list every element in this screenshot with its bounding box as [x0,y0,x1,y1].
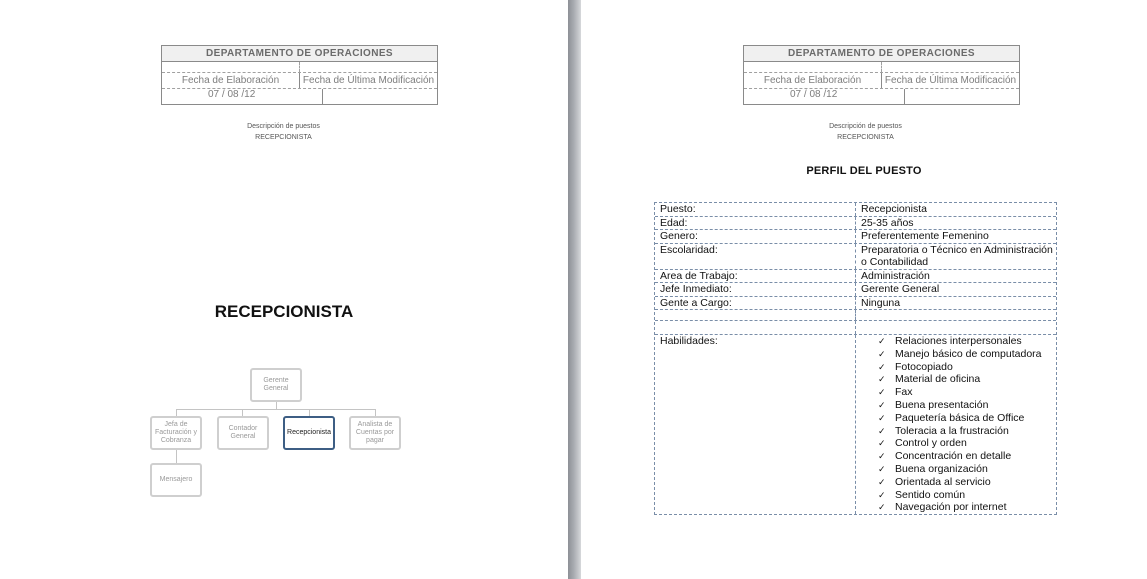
profile-title: PERFIL DEL PUESTO [806,165,922,177]
header-label-row [162,73,437,89]
header-value-row [162,89,437,104]
checkmark-icon: ✓ [878,489,886,500]
org-node-child: Contador General [217,416,269,450]
skill-item [878,425,1056,438]
skill-item [878,489,1056,502]
page-title: RECEPCIONISTA [214,302,354,321]
document-page-left [0,0,568,579]
checkmark-icon: ✓ [878,463,886,474]
row-label: Edad: [655,217,856,230]
header-table [743,45,1020,105]
table-row [655,297,1056,311]
skill-text: Paquetería básica de Office [895,411,1025,424]
table-row [655,203,1056,217]
table-row [655,283,1056,297]
skills-cell [856,335,1056,514]
profile-table [654,202,1057,515]
skill-text: Buena presentación [895,398,989,411]
subheader-line2: RECEPCIONISTA [837,134,894,141]
row-value: Preferentemente Femenino [861,230,989,242]
modified-date-label: Fecha de Última Modificación [299,73,437,88]
table-row-empty [655,321,1056,335]
header-label-row [744,73,1019,89]
org-node-child: Analista de Cuentas por pagar [349,416,401,450]
row-label-blank [655,321,856,334]
row-value: Ninguna [861,296,901,309]
table-row [655,270,1056,284]
skills-list [856,335,1056,514]
checkmark-icon: ✓ [878,348,886,359]
skill-item [878,361,1056,374]
row-value: 25-35 años [861,216,914,229]
skill-text: Navegación por internet [895,501,1007,514]
skill-text: Fotocopiado [895,360,953,373]
skill-text: Toleracia a la frustración [895,424,1009,437]
org-node-selected: Recepcionista [283,416,335,450]
department-title: DEPARTAMENTO DE OPERACIONES [744,46,1019,62]
table-row [655,244,1056,270]
skill-text: Buena organización [895,462,988,475]
created-date-label: Fecha de Elaboración [181,75,280,86]
checkmark-icon: ✓ [878,399,886,410]
skill-text: Concentración en detalle [895,450,1012,463]
org-connector [176,409,376,410]
skill-item [878,373,1056,386]
org-node-grandchild: Mensajero [150,463,202,497]
checkmark-icon: ✓ [878,438,886,449]
skill-item [878,463,1056,476]
checkmark-icon: ✓ [878,374,886,385]
row-value: Administración [861,269,930,282]
row-value: Preparatoria o Técnico en Administración o Contabilidad [861,243,1053,268]
subheader [727,121,1004,143]
row-label: Jefe Inmediato: [655,283,856,296]
skill-text: Sentido común [895,488,966,501]
modified-date-value [904,89,1019,104]
row-label: Puesto: [655,203,856,216]
checkmark-icon: ✓ [878,361,886,372]
skill-item [878,476,1056,489]
skill-item [878,335,1056,348]
skill-item [878,501,1056,514]
subheader-line2: RECEPCIONISTA [255,134,312,141]
skill-text: Relaciones interpersonales [895,335,1022,347]
document-page-right [581,0,1147,579]
row-value: Gerente General [861,283,940,295]
skill-item [878,399,1056,412]
header-table [161,45,438,105]
skill-item [878,450,1056,463]
department-title: DEPARTAMENTO DE OPERACIONES [162,46,437,62]
skill-item [878,386,1056,399]
header-spacer-row [744,62,1019,73]
org-connector [176,449,177,464]
skill-text: Control y orden [895,437,967,450]
checkmark-icon: ✓ [878,425,886,436]
skill-text: Manejo básico de computadora [895,347,1042,360]
page-gutter [568,0,581,579]
row-label: Escolaridad: [655,244,856,269]
header-spacer-row [162,62,437,73]
row-value [856,310,1056,320]
created-date-label: Fecha de Elaboración [763,75,862,86]
subheader [145,121,422,143]
skill-item [878,412,1056,425]
row-label: Genero: [655,230,856,243]
modified-date-value [322,89,437,104]
created-date-value: 07 / 08 /12 [790,89,838,100]
row-value-blank [856,321,1056,334]
created-date-value: 07 / 08 /12 [208,89,256,100]
org-node-root: Gerente General [250,368,302,402]
skill-item [878,348,1056,361]
row-label: Gente a Cargo: [655,297,856,310]
modified-date-label: Fecha de Última Modificación [881,73,1019,88]
table-row [655,217,1056,231]
row-value: Recepcionista [861,203,927,215]
checkmark-icon: ✓ [878,451,886,462]
row-label [655,310,856,320]
skill-text: Fax [895,386,913,399]
checkmark-icon: ✓ [878,387,886,398]
table-row-empty [655,310,1056,321]
table-row [655,230,1056,244]
checkmark-icon: ✓ [878,336,886,346]
header-value-row [744,89,1019,104]
checkmark-icon: ✓ [878,476,886,487]
checkmark-icon: ✓ [878,412,886,423]
skill-text: Orientada al servicio [895,475,991,488]
skills-row [655,335,1056,514]
skill-item [878,437,1056,450]
row-label: Area de Trabajo: [655,270,856,283]
org-node-child: Jefa de Facturación y Cobranza [150,416,202,450]
checkmark-icon: ✓ [878,502,886,513]
skills-label: Habilidades: [655,335,856,514]
skill-text: Material de oficina [895,373,981,386]
subheader-line1: Descripción de puestos [829,123,902,130]
subheader-line1: Descripción de puestos [247,123,320,130]
